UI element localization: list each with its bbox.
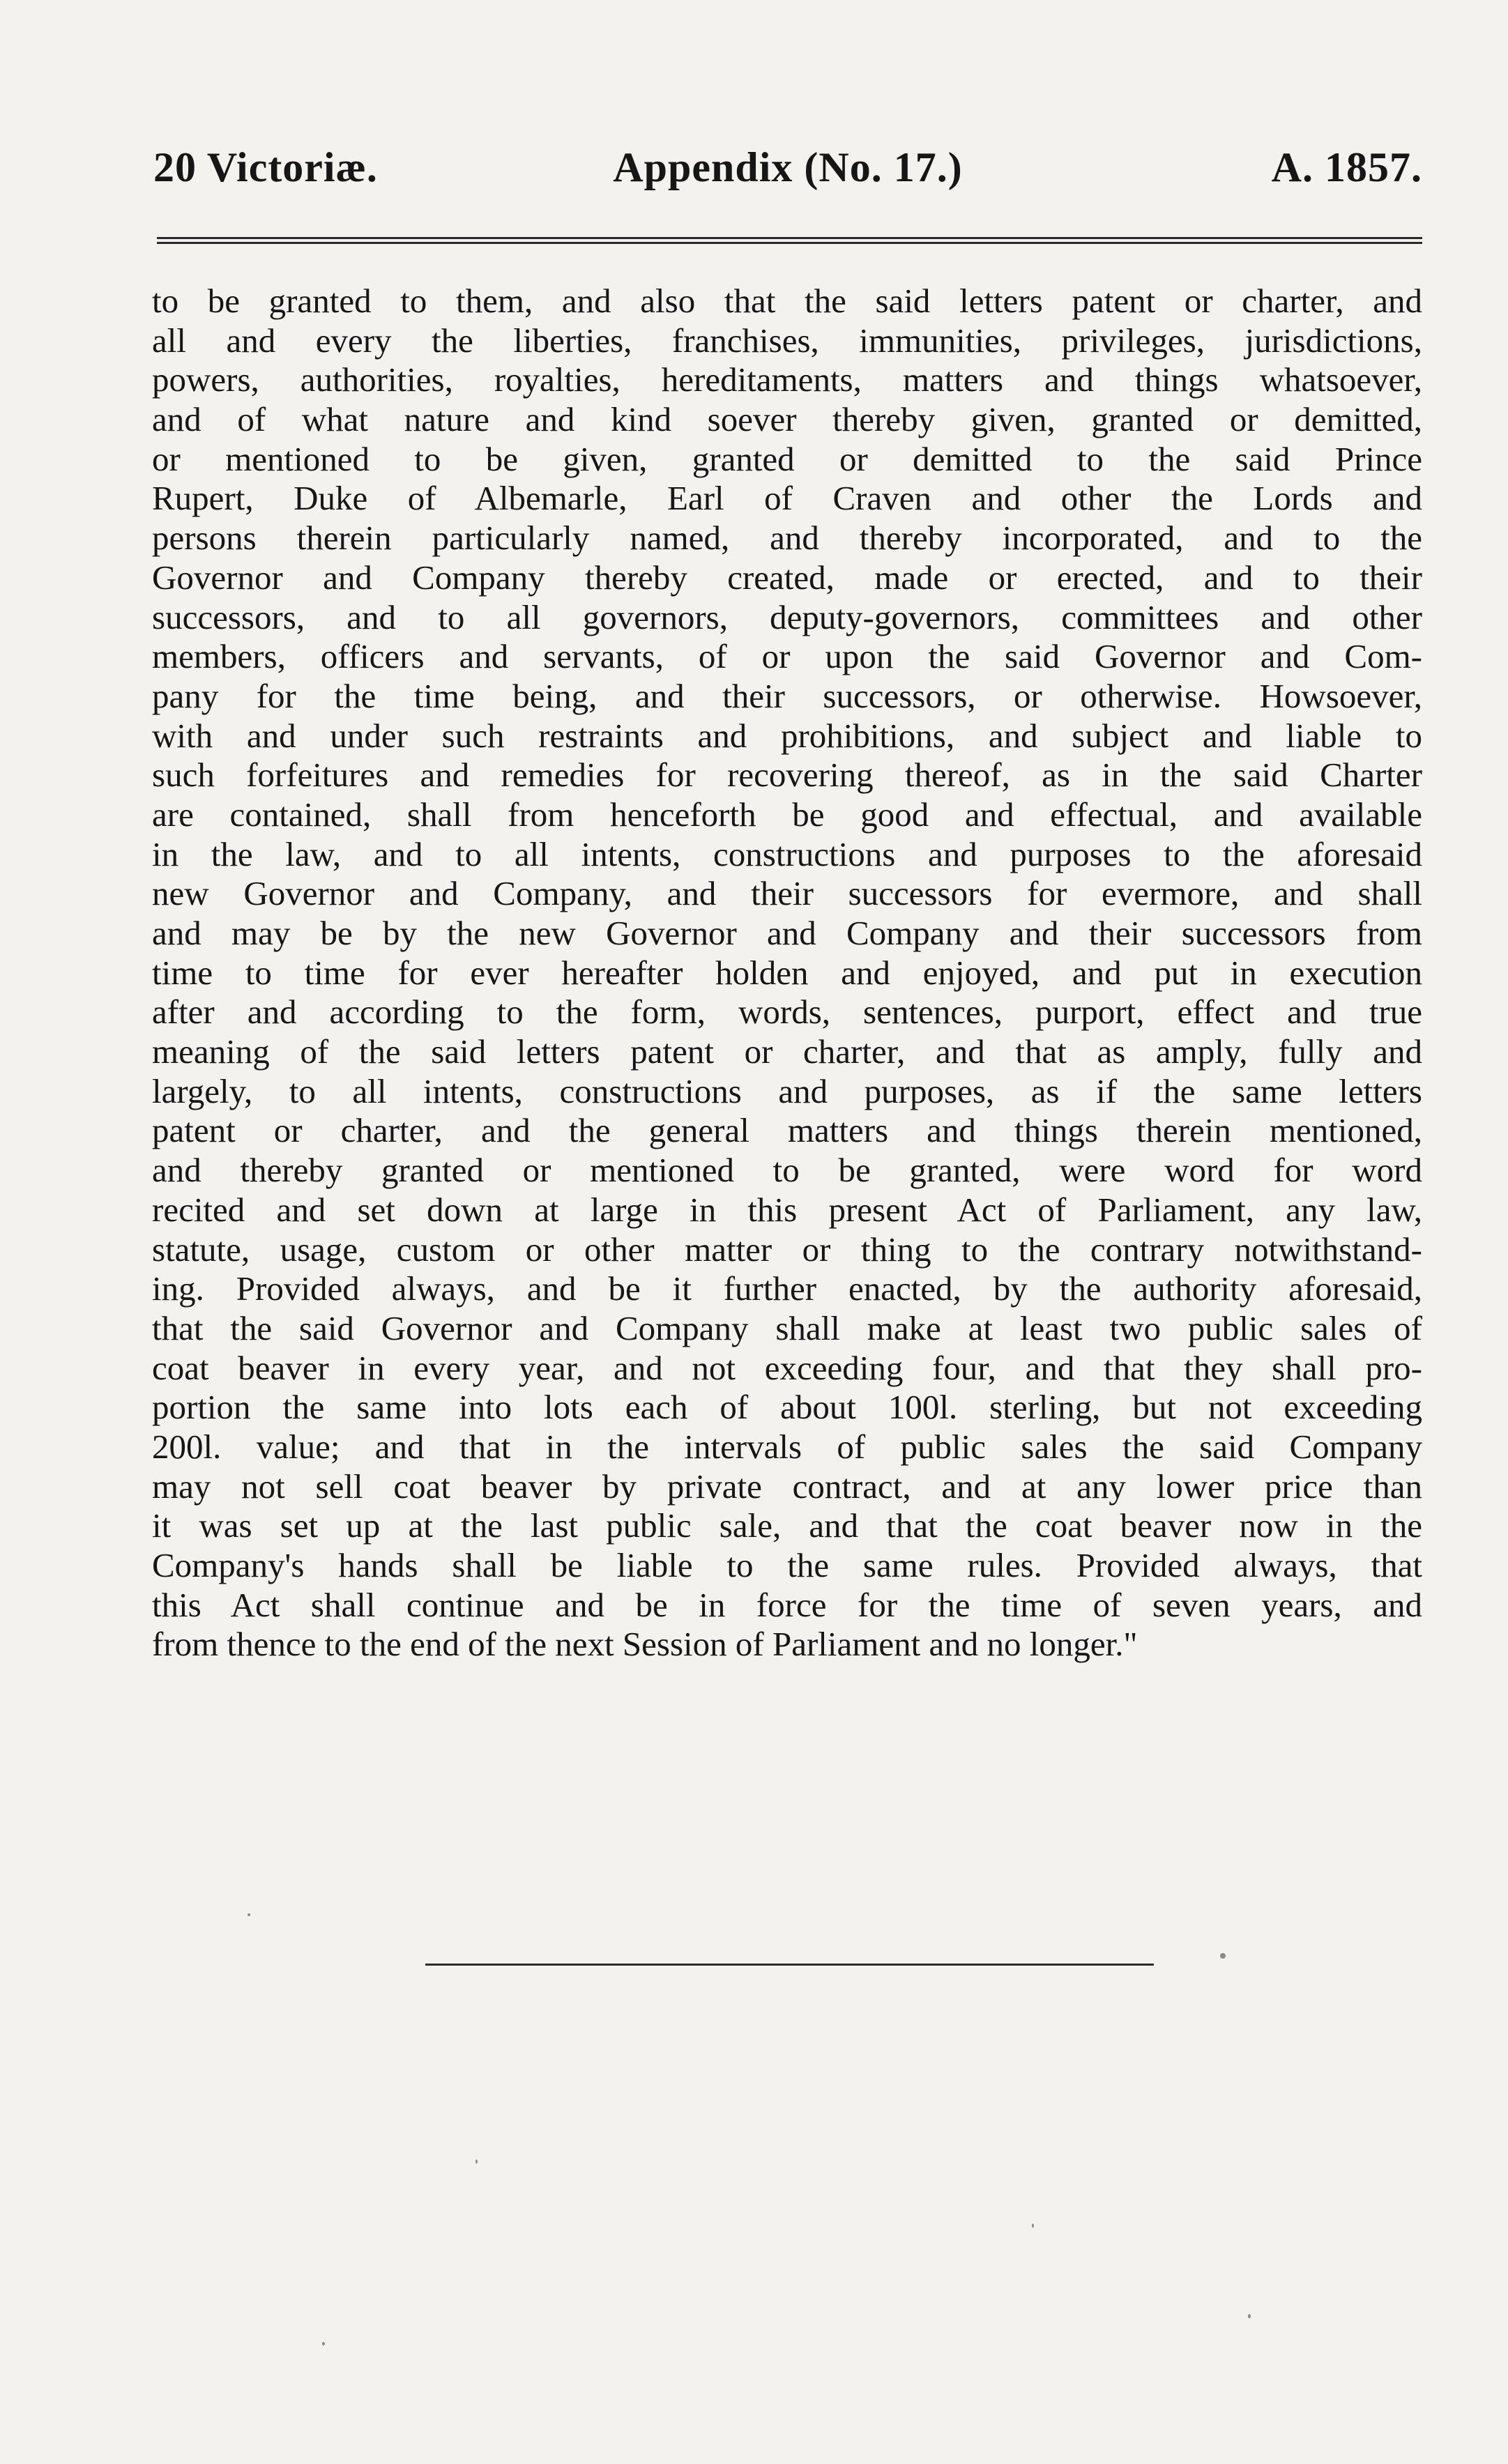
text-line: all and every the liberties, franchises, immunities, privileges, jurisdictions, [152,321,1422,360]
running-header [153,139,1422,195]
ink-speck [1032,2224,1034,2228]
text-line: successors, and to all governors, deputy-governors, committees and other [152,597,1422,636]
text-line: from thence to the end of the next Session of Parliament and no longer." [152,1625,1138,1664]
text-line: meaning of the said letters patent or charter, and that as amply, fully and [152,1032,1422,1071]
text-line: Rupert, Duke of Albemarle, Earl of Craven and other the Lords and [152,479,1422,518]
text-line: and may be by the new Governor and Company and their successors from [152,914,1422,952]
ink-speck [1248,2314,1251,2318]
text-line: Governor and Company thereby created, made or erected, and to their [152,558,1422,597]
text-line: pany for the time being, and their successors, or otherwise. Howsoever, [152,676,1422,715]
text-line: with and under such restraints and prohibitions, and subject and liable to [152,716,1422,755]
closing-rule [425,1964,1154,1966]
text-line: 200l. value; and that in the intervals of public sales the said Company [152,1427,1422,1466]
text-line: ing. Provided always, and be it further enacted, by the authority aforesaid, [152,1269,1422,1308]
ink-speck [475,2159,478,2164]
body-paragraph [152,282,1422,1665]
text-line: recited and set down at large in this present Act of Parliament, any law, [152,1190,1422,1229]
header-session: 20 Victoriæ. [153,144,378,190]
ink-speck [322,2342,325,2346]
text-line: it was set up at the last public sale, and that the coat beaver now in the [152,1506,1422,1545]
text-line: persons therein particularly named, and thereby incorporated, and to the [152,519,1422,558]
text-line: new Governor and Company, and their successors for evermore, and shall [152,874,1422,913]
text-line: patent or charter, and the general matters and things therein mentioned, [152,1111,1422,1150]
text-line: statute, usage, custom or other matter or thing to the contrary notwithstand- [152,1230,1422,1269]
text-line: members, officers and servants, of or upon the said Governor and Com- [152,637,1422,676]
ink-speck [247,1913,250,1916]
text-line: may not sell coat beaver by private contract, and at any lower price than [152,1467,1422,1506]
text-line: powers, authorities, royalties, hereditaments, matters and things whatsoever, [152,360,1422,399]
header-appendix-title: Appendix (No. 17.) [613,144,963,190]
text-line: such forfeitures and remedies for recovering thereof, as in the said Charter [152,756,1422,795]
text-line: and of what nature and kind soever thereby given, granted or demitted, [152,400,1422,439]
text-line: portion the same into lots each of about 100l. sterling, but not exceeding [152,1388,1422,1427]
text-line: that the said Governor and Company shall make at least two public sales of [152,1308,1422,1347]
text-line: this Act shall continue and be in force for the time of seven years, and [152,1585,1422,1624]
text-line: to be granted to them, and also that the said letters patent or charter, and [152,282,1422,320]
text-line: in the law, and to all intents, constructions and purposes to the aforesaid [152,834,1422,873]
text-line: or mentioned to be given, granted or demitted to the said Prince [152,439,1422,478]
text-line: after and according to the form, words, sentences, purport, effect and true [152,993,1422,1032]
header-year: A. 1857. [1271,144,1422,190]
header-double-rule [157,237,1422,244]
text-line: and thereby granted or mentioned to be granted, were word for word [152,1151,1422,1190]
text-line: time to time for ever hereafter holden and enjoyed, and put in execution [152,953,1422,992]
text-line: largely, to all intents, constructions and purposes, as if the same letters [152,1071,1422,1110]
text-line: coat beaver in every year, and not exceeding four, and that they shall pro- [152,1348,1422,1387]
ink-speck [1220,1953,1226,1959]
text-line: are contained, shall from henceforth be good and effectual, and available [152,795,1422,834]
text-line: Company's hands shall be liable to the same rules. Provided always, that [152,1546,1422,1584]
